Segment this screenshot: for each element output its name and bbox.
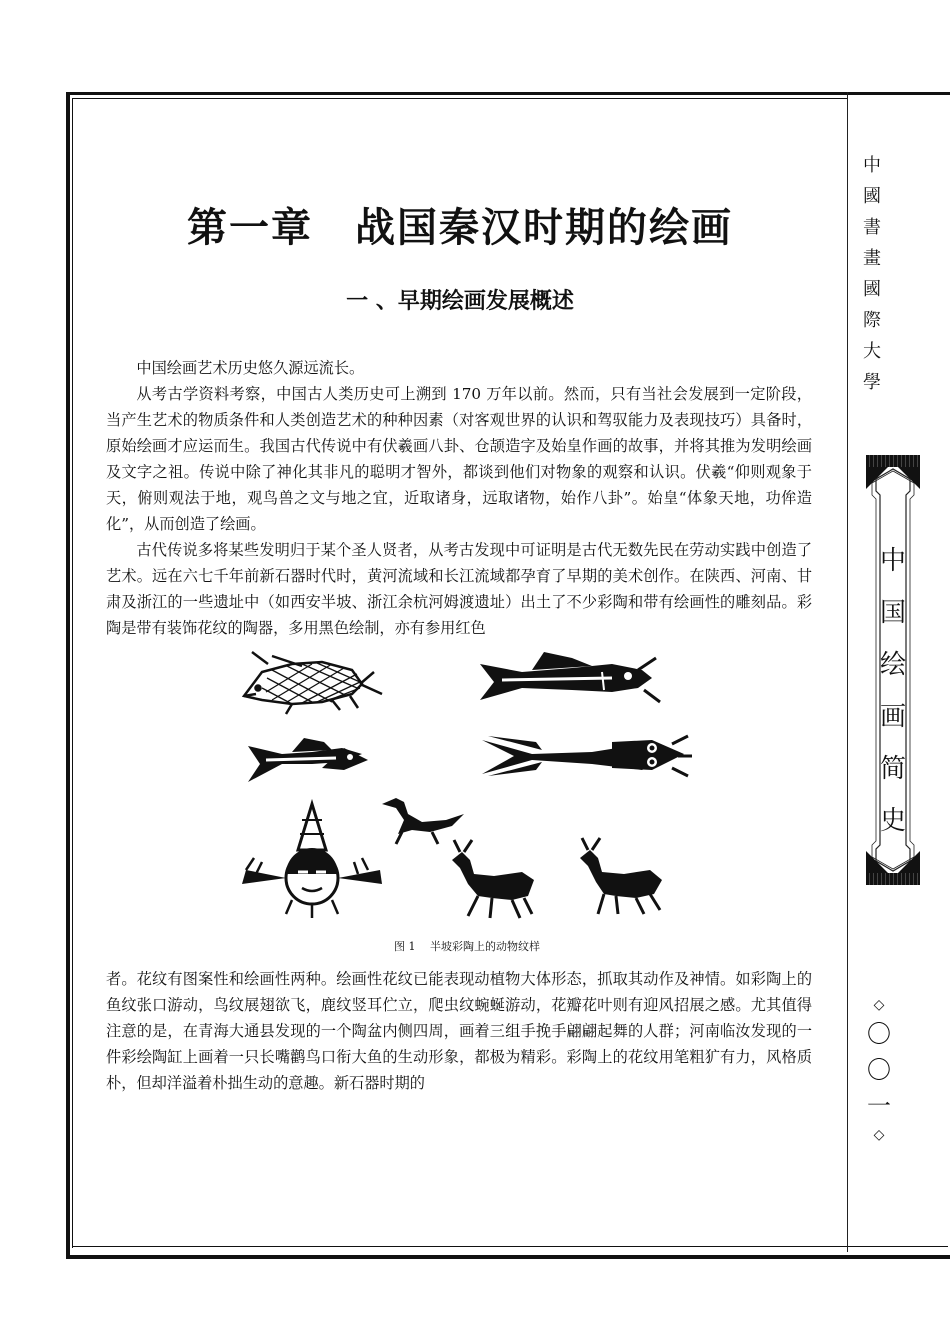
sidebar-divider: [847, 92, 848, 1252]
series-char: 大: [863, 341, 881, 362]
banner-corner-ornament: [866, 851, 888, 873]
section-title: 一 、早期绘画发展概述: [346, 289, 574, 314]
figure-caption: 图 1 半坡彩陶上的动物纹样: [394, 940, 540, 953]
book-title-vertical: [866, 535, 920, 847]
book-title-char: 简: [879, 754, 906, 784]
geometric-fish-illustration: [482, 736, 692, 776]
chapter-title: 第一章 战国秦汉时期的绘画: [187, 204, 733, 251]
book-title-char: 史: [879, 806, 906, 836]
frame-inner-line-left: [72, 98, 73, 1248]
series-char: 學: [863, 372, 881, 393]
long-fish-illustration: [248, 738, 368, 782]
paragraph: 者。花纹有图案性和绘画性两种。绘画性花纹已能表现动植物大体形态，抓取其动作及神情。如彩陶上的鱼纹张口游动，鸟纹展翅欲飞，鹿纹竖耳伫立，爬虫纹蜿蜒游动，花瓣花叶则有迎风招展之感。尤其值得注意的是，在青海大通县发现的一个陶盆内侧四周，画着三组手挽手翩翩起舞的人群；河南临汝发现的一件彩绘陶缸上画着一只长嘴鹳鸟口衔大鱼的生动形象，都极为精彩。彩陶上的花纹用笔粗犷有力，风格质朴，但却洋溢着朴拙生动的意趣。新石器时期的: [106, 970, 812, 1092]
frame-inner-line-bottom: [72, 1246, 948, 1247]
striped-fish-illustration: [480, 652, 660, 702]
paragraph: 从考古学资料考察，中国古人类历史可上溯到 170 万年以前。然而，只有当社会发展到一定阶段，当产生艺术的物质条件和人类创造艺术的种种因素（对客观世界的认识和驾驭能力及表现技巧）具备时，原始绘画才应运而生。我国古代传说中有伏羲画八卦、仓颉造字及始皇作画的故事，并将其推为发明绘画及文字之祖。传说中除了神化其非凡的聪明才智外，都谈到他们对物象的观察和认识。伏羲“仰则观象于天，俯则观法于地，观鸟兽之文与地之宜，近取诸身，远取诸物，始作八卦”。始皇“体象天地，功侔造化”，从而创造了绘画。: [106, 385, 812, 533]
diamond-icon: ◇: [873, 997, 885, 1013]
bird-illustration: [382, 798, 464, 844]
page-number-digit: 〇: [867, 1056, 891, 1084]
page-number-vertical: [864, 994, 894, 1146]
book-title-char: 中: [879, 546, 906, 576]
body-text-top: [106, 355, 812, 641]
frame-inner-line-top: [72, 98, 848, 99]
face-motif-illustration: [242, 804, 382, 918]
series-char: 國: [863, 186, 881, 207]
book-title-char: 国: [879, 598, 906, 628]
paragraph: 中国绘画艺术历史悠久源远流长。: [136, 359, 365, 377]
series-char: 際: [863, 310, 881, 331]
book-title-char: 绘: [879, 650, 906, 680]
series-char: 畫: [863, 248, 881, 269]
paragraph: 古代传说多将某些发明归于某个圣人贤者，从考古发现中可证明是古代无数先民在劳动实践中创造了艺术。远在六七千年前新石器时代时，黄河流域和长江流域都孕育了早期的美术创作。在陕西、河南、甘肃及浙江的一些遗址中（如西安半坡、浙江余杭河姆渡遗址）出土了不少彩陶和带有绘画性的雕刻品。彩陶是带有装饰花纹的陶器，多用黑色绘制，亦有参用红色: [106, 541, 812, 637]
series-char: 書: [863, 217, 881, 238]
series-char: 國: [863, 279, 881, 300]
page-number-digit: 一: [867, 1092, 891, 1120]
deer-illustration-left: [452, 840, 534, 918]
deer-illustration-right: [580, 838, 662, 914]
banner-corner-ornament: [898, 851, 920, 873]
book-title-banner: [866, 455, 920, 885]
net-fish-illustration: [244, 652, 382, 714]
page-number-digit: 〇: [867, 1020, 891, 1048]
diamond-icon: ◇: [873, 1127, 885, 1143]
banner-bar-bottom: [866, 873, 920, 885]
series-title-vertical: [859, 150, 885, 398]
series-char: 中: [863, 155, 881, 176]
body-text-bottom: [106, 966, 812, 1096]
figure-animal-patterns: [232, 644, 702, 924]
book-title-char: 画: [879, 702, 906, 732]
